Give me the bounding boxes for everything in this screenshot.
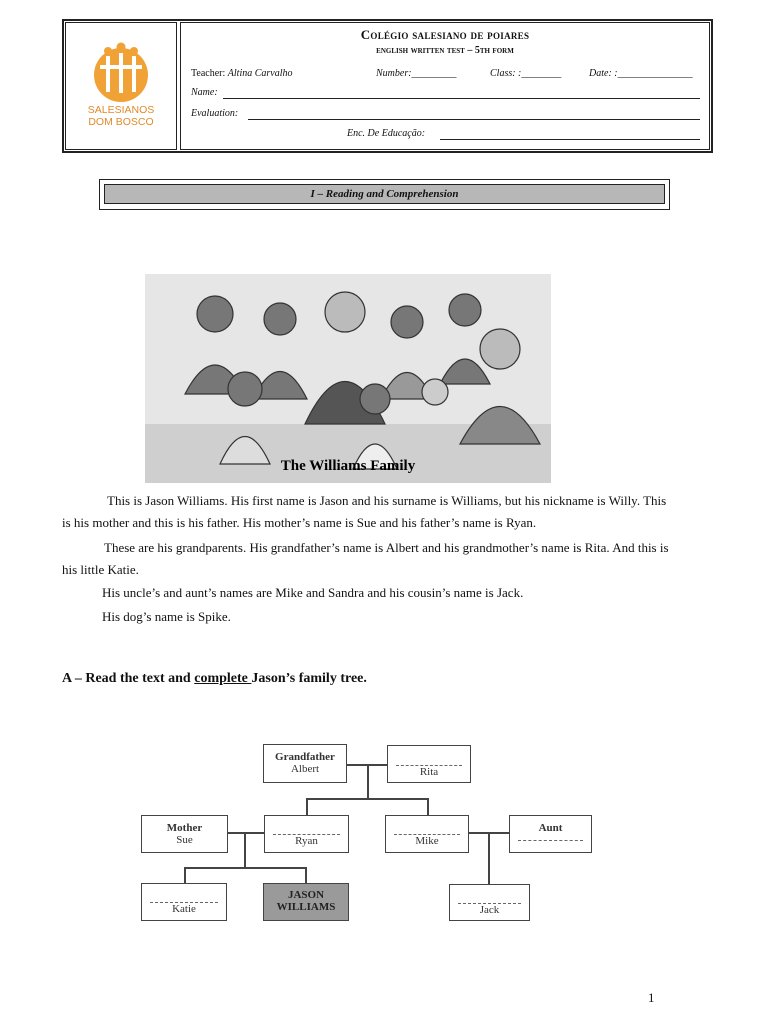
teacher-name: Altina Carvalho (227, 68, 293, 79)
paragraph-3: His uncle’s and aunt’s names are Mike and Sandra and his cousin’s name is Jack. (102, 585, 524, 600)
tree-connector (306, 798, 428, 800)
paragraph-2: These are his grandparents. His grandfather’s name is Albert and his grandmother’s name is Rita. And this is his little Katie. (62, 540, 669, 577)
school-name: Colégio salesiano de poiares (360, 27, 530, 42)
tree-connector (427, 798, 429, 815)
family-illustration-icon (145, 274, 551, 483)
tree-connector (367, 764, 369, 799)
tree-connector (488, 832, 490, 884)
teacher-field (191, 68, 293, 79)
tree-connector (184, 867, 186, 883)
tree-connector (184, 867, 306, 869)
test-title: english written test – 5th form (376, 45, 514, 56)
logo-text-2: DOM BOSCO (88, 116, 154, 128)
paragraph-4: His dog’s name is Spike. (102, 609, 231, 624)
logo-box (65, 22, 177, 150)
mother-box: Mother Sue (141, 815, 228, 853)
date-field[interactable]: Date: :_______________ (589, 68, 693, 79)
logo-text-1: SALESIANOS (87, 104, 155, 116)
grandfather-box: Grandfather Albert (263, 744, 347, 783)
paragraph-1: This is Jason Williams. His first name is Jason and his surname is Williams, but his nickname is Willy. This is his mother and this is his father. His mother’s name is Sue and his father’s name is Ryan. (62, 493, 667, 530)
aunt-box[interactable]: Aunt (509, 815, 592, 853)
enc-label: Enc. De Educação: (347, 128, 426, 139)
family-picture (145, 274, 551, 483)
teacher-label: Teacher: (191, 68, 226, 79)
evaluation-label: Evaluation: (191, 108, 239, 119)
enc-line[interactable] (440, 139, 700, 140)
name-label: Name: (191, 87, 218, 98)
father-box[interactable]: Ryan (264, 815, 349, 853)
jason-box: JASON WILLIAMS (263, 883, 349, 921)
sister-box[interactable]: Katie (141, 883, 227, 921)
name-line[interactable] (223, 98, 700, 99)
question-a: A – Read the text and complete Jason’s family tree. (62, 671, 367, 686)
class-field[interactable]: Class: :________ (490, 68, 562, 79)
tree-connector (305, 867, 307, 883)
number-field[interactable]: Number:_________ (376, 68, 457, 79)
grandmother-box[interactable]: Rita (387, 745, 471, 783)
salesianos-logo-icon (66, 23, 176, 149)
tree-connector (244, 832, 246, 868)
section-title: I – Reading and Comprehension (104, 184, 665, 204)
page-number: 1 (648, 990, 655, 1005)
tree-connector (306, 798, 308, 815)
picture-caption: The Williams Family (280, 458, 416, 474)
evaluation-line[interactable] (248, 119, 700, 120)
uncle-box[interactable]: Mike (385, 815, 469, 853)
tree-connector (228, 832, 264, 834)
cousin-box[interactable]: Jack (449, 884, 530, 921)
